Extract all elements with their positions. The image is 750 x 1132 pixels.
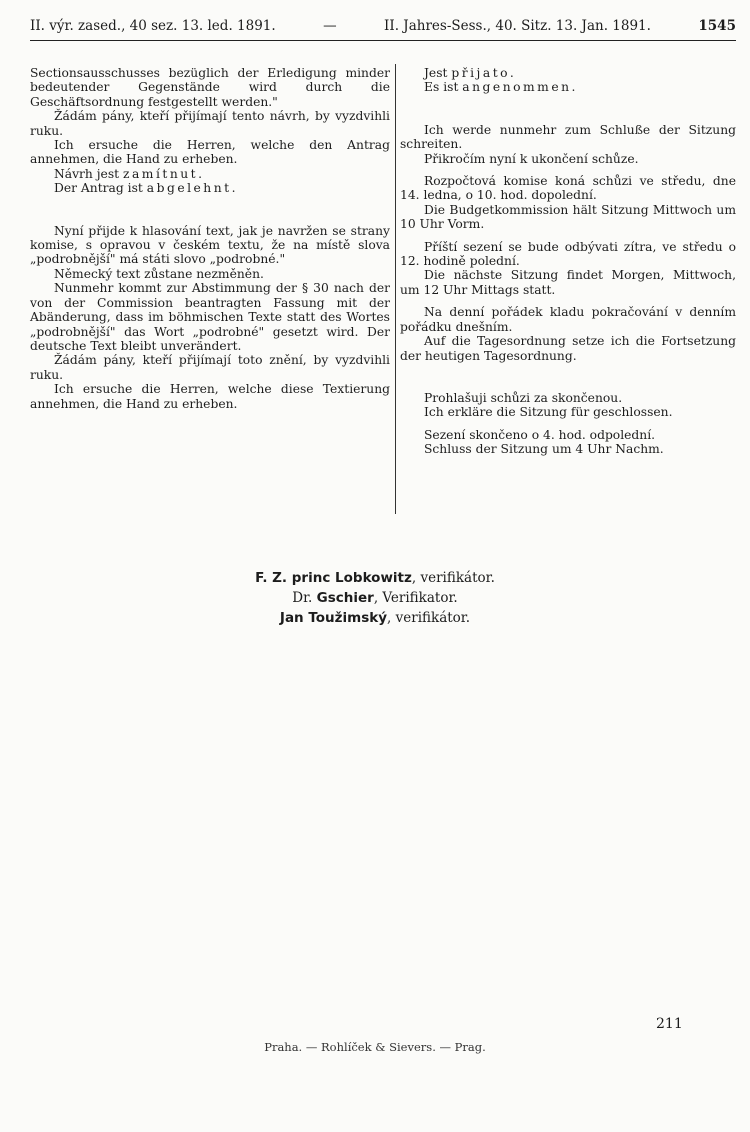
header-german: II. Jahres-Sess., 40. Sitz. 13. Jan. 1891.	[384, 18, 651, 34]
text-run: Es ist	[424, 80, 463, 95]
text-run: Der Antrag ist	[54, 181, 147, 196]
left-column	[30, 66, 390, 411]
verifier-role: , verifikátor.	[387, 610, 471, 626]
paragraph: Nunmehr kommt zur Abstimmung der § 30 nach der von der Commission beantragten Fassung mit der Abänderung, dass im böhmischen Texte statt des Wortes „podrobnější" das Wort „podrobné" gesetzt wird. Der deutsche Text bleibt unverändert.	[30, 281, 390, 353]
verifier-prefix: Dr.	[292, 590, 317, 606]
paragraph: Die nächste Sitzung findet Morgen, Mittwoch, um 12 Uhr Mittags statt.	[400, 268, 736, 297]
paragraph: Sectionsausschusses bezüglich der Erledigung minder bedeutender Gegenstände wird durch die Geschäftsordnung festgestellt werden."	[30, 66, 390, 109]
verifier-name: Gschier	[316, 590, 374, 606]
spaced-text: přijato.	[451, 66, 517, 80]
text-run: Jest	[424, 66, 452, 80]
verifier-signatures	[0, 568, 750, 628]
paragraph: Ich erkläre die Sitzung für geschlossen.	[424, 405, 673, 420]
right-column	[400, 66, 736, 457]
paragraph: Ich werde nunmehr zum Schluße der Sitzung schreiten.	[400, 122, 736, 152]
paragraph: Schluss der Sitzung um 4 Uhr Nachm.	[424, 442, 664, 457]
paragraph: Die Budgetkommission hält Sitzung Mittwoch um 10 Uhr Vorm.	[400, 202, 736, 232]
paragraph: Auf die Tagesordnung setze ich die Fortsetzung der heutigen Tagesordnung.	[400, 334, 736, 363]
paragraph: Žádám pány, kteří přijímají toto znění, by vyzdvihli ruku.	[30, 353, 390, 382]
paragraph: Německý text zůstane nezměněn.	[54, 266, 264, 281]
column-divider	[395, 64, 396, 514]
paragraph: Rozpočtová komise koná schůzi ve středu, dne 14. ledna, o 10. hod. dopolední.	[400, 174, 736, 203]
printer-imprint: Praha. — Rohlíček & Sievers. — Prag.	[264, 1040, 486, 1054]
signature-line	[0, 608, 750, 628]
paragraph: Sezení skončeno o 4. hod. odpolední.	[424, 427, 656, 442]
paragraph: Prohlašuji schůzi za skončenou.	[424, 390, 623, 405]
paragraph: Na denní pořádek kladu pokračování v denním pořádku dnešním.	[400, 305, 736, 334]
spaced-text: zamítnut.	[123, 166, 205, 181]
verifier-name: Jan Toužimský	[279, 610, 388, 626]
paragraph	[400, 66, 736, 80]
verifier-name: F. Z. princ Lobkowitz	[255, 570, 412, 586]
paragraph	[400, 80, 736, 94]
page-number: 211	[656, 1016, 683, 1032]
paragraph: Ich ersuche die Herren, welche den Antrag annehmen, die Hand zu erheben.	[30, 138, 390, 167]
spaced-text: abgelehnt.	[146, 181, 239, 196]
text-run: Návrh jest	[54, 166, 123, 181]
paragraph: Žádám pány, kteří přijímají tento návrh, by vyzdvihli ruku.	[30, 109, 390, 138]
signature-line	[0, 568, 750, 588]
paragraph: Přikročím nyní k ukončení schůze.	[424, 151, 639, 166]
signature-line	[0, 588, 750, 608]
paragraph	[30, 181, 390, 195]
page-header	[30, 18, 736, 41]
paragraph: Nyní přijde k hlasování text, jak je navržen se strany komise, s opravou v českém textu, že na místě slova „podrobnější" má státi slovo „podrobné."	[30, 223, 390, 267]
paragraph: Ich ersuche die Herren, welche diese Textierung annehmen, die Hand zu erheben.	[30, 382, 390, 411]
verifier-role: , Verifikator.	[373, 590, 458, 606]
header-page-number: 1545	[698, 18, 736, 34]
header-czech: II. výr. zased., 40 sez. 13. led. 1891.	[30, 18, 276, 34]
paragraph: Příští sezení se bude odbývati zítra, ve středu o 12. hodině polední.	[400, 239, 736, 269]
verifier-role: , verifikátor.	[411, 570, 495, 586]
header-dash: —	[323, 18, 337, 34]
spaced-text: angenommen.	[462, 80, 578, 95]
paragraph	[30, 167, 390, 181]
